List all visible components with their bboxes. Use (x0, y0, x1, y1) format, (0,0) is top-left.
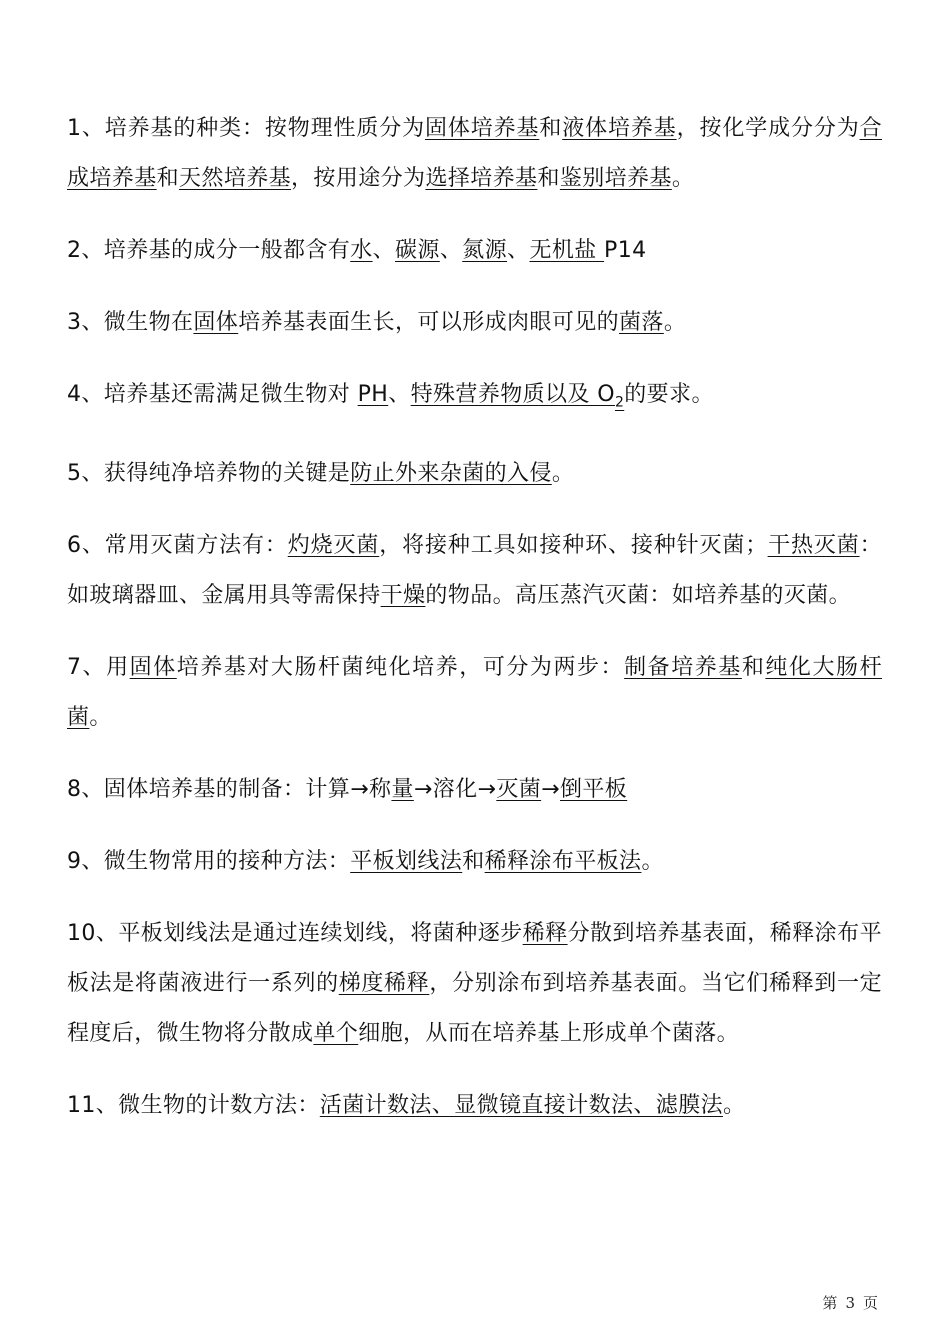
text-segment: 11、微生物的计数方法： (67, 1093, 320, 1119)
text-segment: 。 (89, 705, 112, 731)
text-segment: 。 (723, 1093, 746, 1119)
knowledge-point-3 (67, 298, 882, 348)
text-segment: 培养基对大肠杆菌纯化培养，可分为两步： (176, 655, 625, 681)
underlined-term: 天然培养基 (179, 166, 292, 191)
text-segment: 和 (156, 166, 180, 191)
text-segment: 和 (537, 166, 560, 191)
knowledge-point-10 (67, 909, 882, 1059)
text-segment: ，分别涂布到培养基表面。当它们稀释到一定程度后，微生物将分散成 (67, 971, 882, 1047)
underlined-term: 液体培养基 (562, 116, 677, 141)
text-segment: 培养基表面生长，可以形成肉眼可见的 (238, 310, 620, 335)
underlined-term: 稀释涂布平板法 (484, 849, 642, 875)
underlined-term: 倒平板 (559, 777, 628, 803)
underlined-term: 碳源 (395, 238, 440, 263)
text-segment: 、 (507, 238, 530, 263)
underlined-term: 无机盐 (529, 238, 605, 263)
underlined-term: 特殊营养物质以及 O (410, 382, 615, 407)
underlined-term: 固体 (129, 655, 177, 681)
underlined-term: 单个 (313, 1021, 359, 1047)
text-segment: ，按用途分为 (291, 166, 426, 191)
text-segment: 和 (741, 655, 766, 681)
underlined-term: 纯化大肠杆菌 (67, 655, 882, 731)
text-segment: ，按化学成分分为 (676, 116, 860, 141)
text-segment: → (541, 777, 560, 803)
knowledge-point-7 (67, 643, 882, 743)
underlined-term: 活菌计数法、显微镜直接计数法、滤膜法 (319, 1093, 723, 1119)
underlined-term: 灭菌 (496, 777, 542, 803)
knowledge-point-4 (67, 370, 882, 427)
underlined-term: 制备培养基 (624, 655, 742, 681)
text-segment: 。 (551, 461, 575, 487)
underlined-term: 防止外来杂菌的入侵 (350, 461, 552, 487)
underlined-term: 稀释 (522, 921, 568, 947)
text-segment: 2、培养基的成分一般都含有 (67, 238, 351, 263)
knowledge-point-2 (67, 226, 882, 276)
text-segment: 9、微生物常用的接种方法： (67, 849, 351, 875)
page-number-value: 3 (845, 1294, 855, 1312)
underlined-term: 氮源 (462, 238, 508, 263)
underlined-term: 梯度稀释 (338, 971, 430, 997)
knowledge-point-5 (67, 449, 882, 499)
text-segment: 的物品。高压蒸汽灭菌：如培养基的灭菌。 (425, 583, 852, 609)
text-segment: 8、固体培养基的制备：计算→称 (67, 777, 392, 803)
text-segment: →溶化→ (413, 777, 497, 803)
text-segment: P14 (604, 238, 647, 263)
underlined-term: PH (357, 382, 389, 407)
text-segment: 4、培养基还需满足微生物对 (67, 382, 358, 407)
text-segment: 、 (388, 382, 411, 407)
underlined-term: 量 (391, 777, 414, 803)
text-segment: 。 (671, 166, 695, 191)
underlined-term: 固体培养基 (424, 116, 540, 141)
text-segment: 分散到培养基表面，稀释涂布平板法是将菌液进行一系列的 (67, 921, 882, 997)
text-segment: 。 (641, 849, 664, 875)
underlined-term: 水 (350, 238, 373, 263)
knowledge-point-9 (67, 837, 882, 887)
underlined-term: 固体 (193, 310, 239, 335)
text-segment: 、 (372, 238, 396, 263)
page-number-prefix: 第 (822, 1294, 838, 1312)
underlined-term: 平板划线法 (350, 849, 463, 875)
text-segment: 6、常用灭菌方法有： (67, 533, 288, 559)
underlined-term: 2 (614, 394, 625, 411)
text-segment: 5、获得纯净培养物的关键是 (67, 461, 351, 487)
text-segment: 、 (439, 238, 463, 263)
knowledge-point-6 (67, 521, 882, 621)
text-segment: ，将接种工具如接种环、接种针灭菌； (379, 533, 768, 559)
page-number (818, 1292, 882, 1313)
knowledge-point-8 (67, 765, 882, 815)
text-segment: 3、微生物在 (67, 310, 194, 335)
text-segment: 10、平板划线法是通过连续划线，将菌种逐步 (67, 921, 523, 947)
text-segment: 细胞，从而在培养基上形成单个菌落。 (358, 1021, 740, 1047)
underlined-term: 干热灭菌 (767, 533, 860, 559)
underlined-term: 选择培养基 (425, 166, 538, 191)
text-segment: 。 (663, 310, 687, 335)
text-segment: 和 (539, 116, 563, 141)
text-segment: 1、培养基的种类：按物理性质分为 (67, 116, 425, 141)
underlined-term: 鉴别培养基 (559, 166, 672, 191)
text-segment: 和 (462, 849, 485, 875)
page-content (67, 104, 882, 1153)
knowledge-point-11 (67, 1081, 882, 1131)
underlined-term: 菌落 (619, 310, 664, 335)
knowledge-point-1 (67, 104, 882, 204)
underlined-term: 干燥 (380, 583, 426, 609)
underlined-term: 灼烧灭菌 (287, 533, 380, 559)
text-segment: ：如玻璃器皿、金属用具等需保持 (67, 533, 882, 609)
underlined-term: 合成培养基 (67, 116, 882, 191)
page-number-suffix: 页 (862, 1294, 878, 1312)
text-segment: 7、用 (67, 655, 130, 681)
text-segment: 的要求。 (624, 382, 714, 407)
